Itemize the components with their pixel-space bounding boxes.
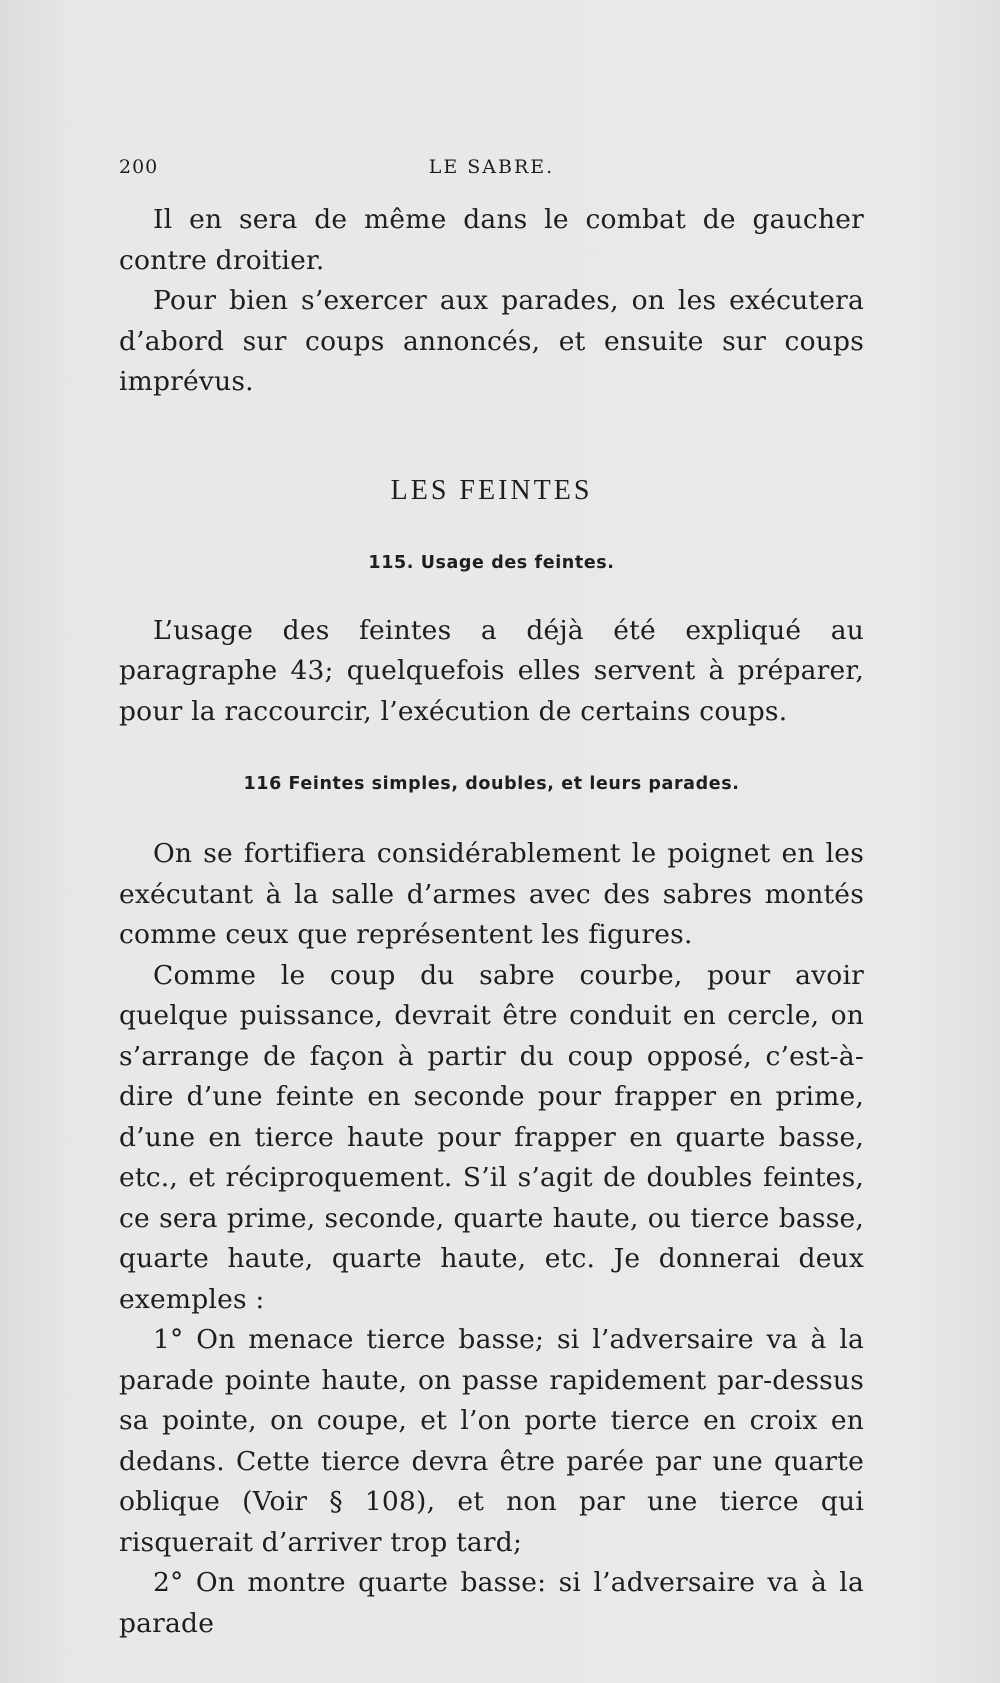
paragraph-116-2: Comme le coup du sabre courbe, pour avoir quelque puissance, devrait être conduit en cercle, on s’arrange de façon à partir du coup opposé, c’est-à-dire d’une feinte en seconde pour frapper en prime, d’une en tierce haute pour frapper en quarte basse, etc., et réciproquement. S’il s’agit de doubles feintes, ce sera prime, seconde, quarte haute, ou tierce basse, quarte haute, quarte haute, etc. Je donnerai deux exemples : bbox=[119, 959, 864, 1315]
section-title: LES FEINTES bbox=[390, 474, 593, 506]
running-head bbox=[119, 150, 864, 180]
paragraph-116-3: 1° On menace tierce basse; si l’adversaire va à la parade pointe haute, on passe rapidement par-dessus sa pointe, on coupe, et l’on porte tierce en croix en dedans. Cette tierce devra être parée par une quarte oblique (Voir § 108), et non par une tierce qui risquerait d’arriver trop tard; bbox=[119, 1324, 864, 1558]
running-title: LE SABRE. bbox=[428, 156, 555, 178]
paragraph-116-1: On se fortifiera considérablement le poignet en les exécutant à la salle d’armes avec des sabres montés comme ceux que représentent les figures. bbox=[119, 838, 864, 950]
paragraph-116-4: 2° On montre quarte basse: si l’adversaire va à la parade bbox=[119, 1567, 864, 1639]
paragraph-intro-2: Pour bien s’exercer aux parades, on les exécutera d’abord sur coups annoncés, et ensuite sur coups imprévus. bbox=[119, 285, 864, 397]
article-heading-116: 116 Feintes simples, doubles, et leurs parades. bbox=[243, 774, 740, 794]
paragraph-115-1: L’usage des feintes a déjà été expliqué au paragraphe 43; quelquefois elles servent à préparer, pour la raccourcir, l’exécution de certains coups. bbox=[119, 614, 864, 727]
paragraph-intro-1: Il en sera de même dans le combat de gaucher contre droitier. bbox=[119, 204, 864, 276]
article-heading-115: 115. Usage des feintes. bbox=[368, 552, 615, 573]
page-content bbox=[119, 150, 864, 1644]
page-number: 200 bbox=[119, 156, 159, 178]
